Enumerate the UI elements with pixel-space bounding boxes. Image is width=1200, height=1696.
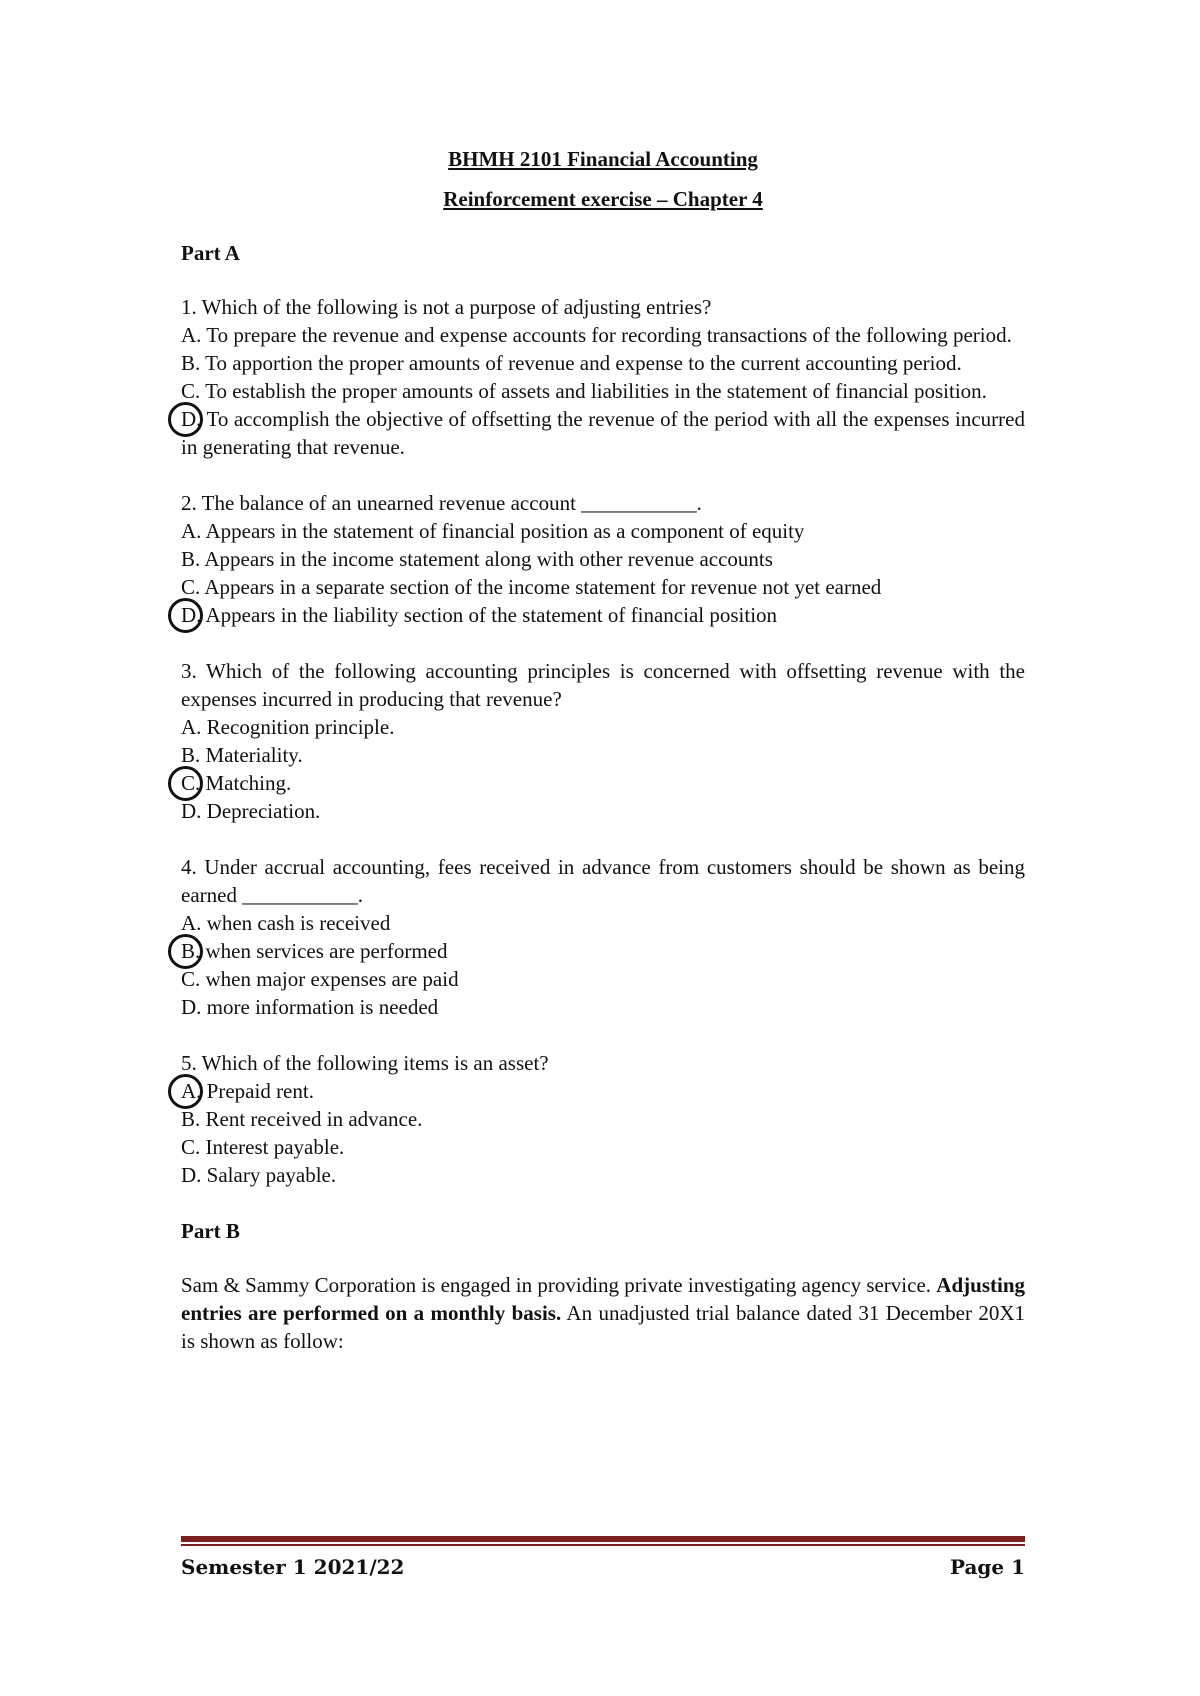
question-stem: 2. The balance of an unearned revenue account ___________.: [181, 491, 702, 515]
option-a: [181, 517, 1025, 545]
option-text: B. Rent received in advance.: [181, 1107, 423, 1131]
option-text: D. more information is needed: [181, 995, 439, 1019]
option-b: [181, 741, 1025, 769]
document-title: BHMH 2101 Financial Accounting: [448, 147, 758, 171]
option-a: [181, 1077, 1025, 1105]
option-text: C. when major expenses are paid: [181, 967, 459, 991]
footer-page-number: Page 1: [949, 1555, 1025, 1579]
option-text: D. Depreciation.: [181, 799, 321, 823]
part-b-text-before: Sam & Sammy Corporation is engaged in providing private investigating agency service.: [181, 1273, 937, 1297]
question-stem: 5. Which of the following items is an asset?: [181, 1051, 549, 1075]
part-b-text-bold: Adjusting entries are performed on a monthly basis.: [181, 1273, 1025, 1325]
question-stem: 4. Under accrual accounting, fees received in advance from customers should be shown as being earned ___________.: [181, 855, 1025, 907]
part-b-paragraph: [181, 1271, 1025, 1355]
option-text: B. Materiality.: [181, 743, 303, 767]
option-d: [181, 1161, 1025, 1189]
footer-rule-thick: [181, 1536, 1025, 1542]
option-text: D. Salary payable.: [181, 1163, 337, 1187]
option-c: [181, 769, 1025, 797]
question-3: [181, 657, 1025, 825]
option-d: [181, 797, 1025, 825]
footer-rule-thin: [181, 1544, 1025, 1546]
question-5: [181, 1049, 1025, 1189]
option-text: A. Recognition principle.: [181, 715, 395, 739]
option-text: B. Appears in the income statement along with other revenue accounts: [181, 547, 773, 571]
option-c: [181, 1133, 1025, 1161]
page-footer: [181, 1553, 1025, 1581]
option-b: [181, 349, 1025, 377]
option-a: [181, 321, 1025, 349]
part-b-heading: Part B: [181, 1219, 240, 1243]
option-c: [181, 377, 1025, 405]
option-text: D. Appears in the liability section of the statement of financial position: [181, 603, 778, 627]
option-b: [181, 937, 1025, 965]
option-d: [181, 993, 1025, 1021]
question-list: [181, 293, 1025, 1189]
option-text: A. when cash is received: [181, 911, 391, 935]
option-text: C. Matching.: [181, 771, 292, 795]
option-text: A. To prepare the revenue and expense accounts for recording transactions of the following period.: [181, 323, 1012, 347]
option-text: A. Prepaid rent.: [181, 1079, 314, 1103]
option-b: [181, 1105, 1025, 1133]
option-text: C. Interest payable.: [181, 1135, 345, 1159]
option-text: C. Appears in a separate section of the income statement for revenue not yet earned: [181, 575, 882, 599]
part-b-text-after: An unadjusted trial balance dated 31 December 20X1 is shown as follow:: [181, 1301, 1026, 1353]
option-c: [181, 573, 1025, 601]
option-a: [181, 713, 1025, 741]
option-d: [181, 405, 1025, 461]
option-text: D. To accomplish the objective of offsetting the revenue of the period with all the expenses incurred in generating that revenue.: [181, 407, 1025, 459]
question-stem: 3. Which of the following accounting principles is concerned with offsetting revenue with the expenses incurred in producing that revenue?: [181, 659, 1025, 711]
document-subtitle: Reinforcement exercise – Chapter 4: [443, 187, 763, 211]
option-text: A. Appears in the statement of financial position as a component of equity: [181, 519, 805, 543]
option-text: C. To establish the proper amounts of assets and liabilities in the statement of financial position.: [181, 379, 987, 403]
option-c: [181, 965, 1025, 993]
option-a: [181, 909, 1025, 937]
part-a-heading: Part A: [181, 241, 240, 265]
question-2: [181, 489, 1025, 629]
footer-semester: Semester 1 2021/22: [181, 1555, 405, 1579]
option-d: [181, 601, 1025, 629]
question-1: [181, 293, 1025, 461]
option-text: B. To apportion the proper amounts of revenue and expense to the current accounting period.: [181, 351, 962, 375]
option-b: [181, 545, 1025, 573]
question-stem: 1. Which of the following is not a purpose of adjusting entries?: [181, 295, 712, 319]
page-content: [181, 145, 1025, 1376]
option-text: B. when services are performed: [181, 939, 448, 963]
footer-divider: [181, 1536, 1025, 1546]
question-4: [181, 853, 1025, 1021]
